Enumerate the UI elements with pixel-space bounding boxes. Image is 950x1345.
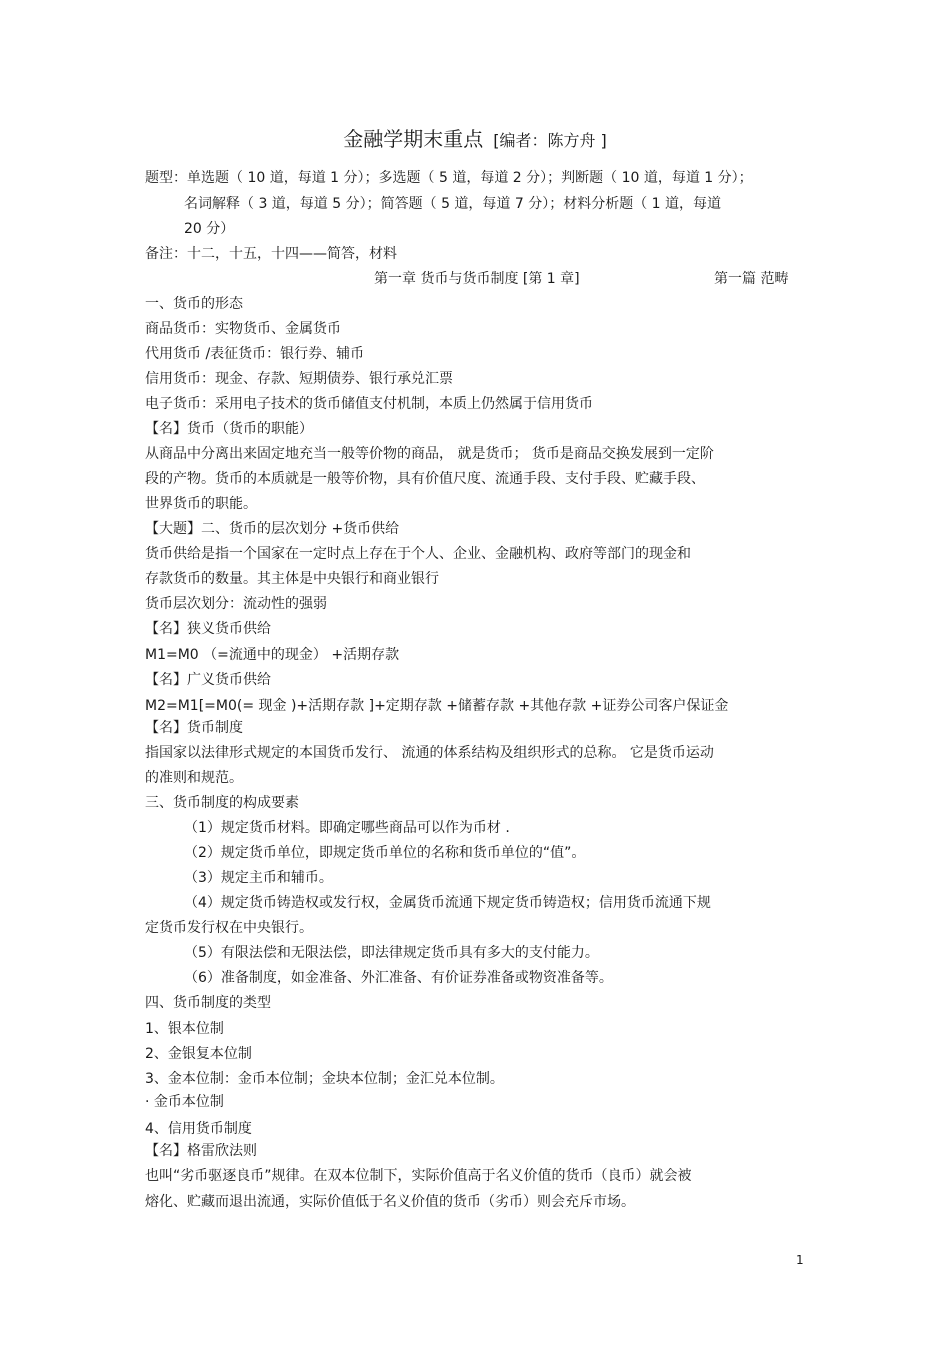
- text-line: 货币层次划分：流动性的强弱: [145, 596, 327, 612]
- title-text: 金融学期末重点: [343, 127, 484, 151]
- text-line: 熔化、贮藏而退出流通，实际价值低于名义价值的货币（劣币）则会充斥市场。: [145, 1194, 635, 1210]
- text-line: 世界货币的职能。: [145, 496, 257, 512]
- text-line: 代用货币 /表征货币：银行券、辅币: [145, 346, 365, 362]
- question-types-line-1: 题型：单选题（ 10 道，每道 1 分）；多选题（ 5 道，每道 2 分）；判断题（ 10 道，每道 1 分）；: [145, 170, 753, 186]
- list-item: 1、银本位制: [145, 1021, 224, 1037]
- part-heading: 第一篇 范畴: [714, 271, 789, 287]
- term-heading: 【名】格雷欣法则: [145, 1143, 257, 1159]
- question-types-line-2: 名词解释（ 3 道，每道 5 分）；简答题（ 5 道，每道 7 分）；材料分析题（ 1 道，每道: [184, 196, 722, 212]
- page-number: 1: [796, 1253, 804, 1267]
- list-item: 2、金银复本位制: [145, 1046, 252, 1062]
- list-item: （1）规定货币材料。即确定哪些商品可以作为币材 .: [184, 820, 510, 836]
- term-heading: 【名】广义货币供给: [145, 672, 271, 688]
- editor-note: [编者：陈方舟 ]: [493, 131, 607, 150]
- term-heading: 【名】货币制度: [145, 720, 243, 736]
- list-item: 4、信用货币制度: [145, 1121, 252, 1137]
- list-item: （4）规定货币铸造权或发行权，金属货币流通下规定货币铸造权；信用货币流通下规: [184, 895, 711, 911]
- section-heading: 四、货币制度的类型: [145, 995, 271, 1011]
- section-heading: 三、货币制度的构成要素: [145, 795, 299, 811]
- section-heading: 一、货币的形态: [145, 296, 243, 312]
- list-item: （3）规定主币和辅币。: [184, 870, 333, 886]
- list-item: （6）准备制度，如金准备、外汇准备、有价证券准备或物资准备等。: [184, 970, 613, 986]
- text-line: 的准则和规范。: [145, 770, 243, 786]
- text-line: 存款货币的数量。其主体是中央银行和商业银行: [145, 571, 439, 587]
- list-item: 3、金本位制：金币本位制；金块本位制；金汇兑本位制。: [145, 1071, 504, 1087]
- chapter-heading: 第一章 货币与货币制度 [第 1 章]: [374, 271, 580, 287]
- remark-line: 备注：十二，十五，十四——简答，材料: [145, 246, 397, 262]
- text-line: 指国家以法律形式规定的本国货币发行、 流通的体系结构及组织形式的总称。 它是货币运动: [145, 745, 714, 761]
- text-line: 商品货币：实物货币、金属货币: [145, 321, 341, 337]
- section-heading: 【大题】二、货币的层次划分 +货币供给: [145, 521, 400, 537]
- text-line: 信用货币：现金、存款、短期债券、银行承兑汇票: [145, 371, 453, 387]
- text-line: 电子货币：采用电子技术的货币储值支付机制，本质上仍然属于信用货币: [145, 396, 593, 412]
- text-line: 定货币发行权在中央银行。: [145, 920, 313, 936]
- text-line: 也叫“劣币驱逐良币”规律。在双本位制下，实际价值高于名义价值的货币（良币）就会被: [145, 1168, 692, 1184]
- bullet-item: · 金币本位制: [145, 1094, 224, 1110]
- text-line: 段的产物。货币的本质就是一般等价物，具有价值尺度、流通手段、支付手段、贮藏手段、: [145, 471, 705, 487]
- term-heading: 【名】货币（货币的职能）: [145, 421, 313, 437]
- term-heading: 【名】狭义货币供给: [145, 621, 271, 637]
- question-types-line-3: 20 分）: [184, 221, 235, 237]
- formula-line: M2=M1[=M0(= 现金 )+活期存款 ]+定期存款 +储蓄存款 +其他存款 +证券公司客户保证金: [145, 698, 729, 714]
- document-title: [0, 126, 950, 154]
- formula-line: M1=M0 （=流通中的现金） +活期存款: [145, 647, 400, 663]
- text-line: 从商品中分离出来固定地充当一般等价物的商品， 就是货币； 货币是商品交换发展到一定阶: [145, 446, 714, 462]
- list-item: （5）有限法偿和无限法偿，即法律规定货币具有多大的支付能力。: [184, 945, 599, 961]
- text-line: 货币供给是指一个国家在一定时点上存在于个人、企业、金融机构、政府等部门的现金和: [145, 546, 691, 562]
- list-item: （2）规定货币单位，即规定货币单位的名称和货币单位的“值”。: [184, 845, 586, 861]
